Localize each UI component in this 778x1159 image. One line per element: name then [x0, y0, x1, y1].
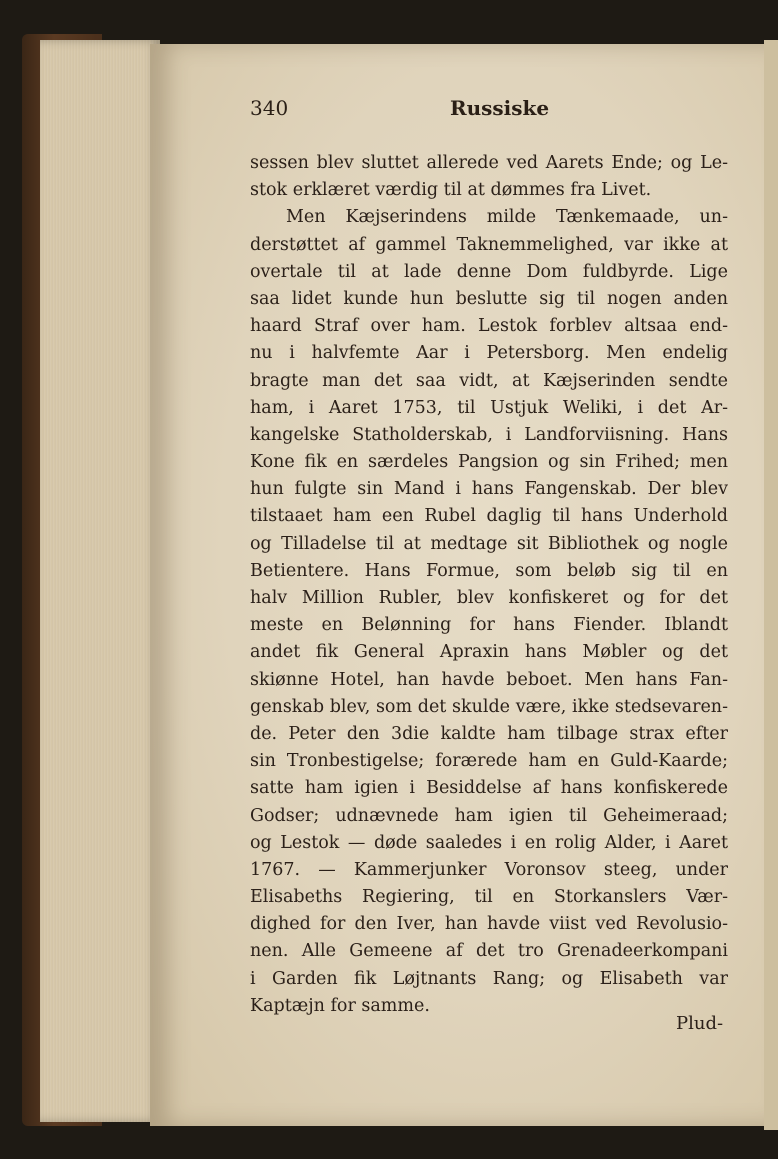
text-line: Men Kæjserindens milde Tænkemaade, un- [286, 207, 728, 228]
text-line: bragte man det saa vidt, at Kæjserinden sendte [250, 370, 728, 391]
text-line: halv Million Rubler, blev konfiskeret og for det [250, 588, 728, 608]
text-line: dighed for den Iver, han havde viist ved Revolusio- [250, 914, 728, 935]
text-line: saa lidet kunde hun beslutte sig til nogen anden [250, 288, 728, 309]
text-line: derstøttet af gammel Taknemmelighed, var ikke at [250, 234, 728, 255]
text-line: Kone fik en særdeles Pangsion og sin Frihed; men [250, 452, 728, 473]
text-line: genskab blev, som det skulde være, ikke stedsevaren- [250, 696, 728, 717]
text-line: i Garden fik Løjtnants Rang; og Elisabeth var [250, 968, 728, 989]
text-line: og Tilladelse til at medtage sit Bibliothek og nogle [250, 533, 728, 554]
text-line: nu i halvfemte Aar i Petersborg. Men endelig [250, 343, 728, 364]
text-line: satte ham igien i Besiddelse af hans konfiskerede [250, 778, 728, 799]
text-line: kangelske Statholderskab, i Landforviisning. Hans [250, 424, 728, 445]
text-line: overtale til at lade denne Dom fuldbyrde. Lige [250, 261, 728, 282]
text-line: meste en Belønning for hans Fiender. Iblandt [250, 615, 728, 636]
text-line: de. Peter den 3die kaldte ham tilbage strax efter [250, 723, 728, 744]
page-number: 340 [250, 96, 289, 120]
running-head: Russiske [450, 96, 550, 120]
text-line: Godser; udnævnede ham igien til Geheimeraad; [250, 805, 728, 826]
catchword: Plud- [676, 1013, 724, 1034]
text-line: 1767. — Kammerjunker Voronsov steeg, under [250, 859, 728, 880]
text-line: stok erklæret værdig til at dømmes fra Livet. [250, 180, 652, 201]
page-header [250, 96, 730, 132]
text-line: og Lestok — døde saaledes i en rolig Alder, i Aaret [250, 832, 728, 853]
text-line: hun fulgte sin Mand i hans Fangenskab. Der blev [250, 479, 728, 500]
text-line: ham, i Aaret 1753, til Ustjuk Weliki, i det Ar- [250, 397, 728, 418]
text-line: haard Straf over ham. Lestok forblev altsaa end- [250, 316, 728, 337]
text-line: andet fik General Apraxin hans Møbler og det [250, 642, 728, 663]
page-block-edges [40, 40, 160, 1122]
text-line: tilstaaet ham een Rubel daglig til hans Underhold [250, 506, 728, 527]
text-line: sessen blev sluttet allerede ved Aarets Ende; og Le- [250, 153, 728, 173]
text-line: sin Tronbestigelse; forærede ham en Guld-Kaarde; [250, 751, 728, 772]
body-text [250, 150, 728, 1020]
text-line: nen. Alle Gemeene af det tro Grenadeerkompani [250, 941, 728, 962]
text-line: Elisabeths Regiering, til en Storkanslers Vær- [250, 887, 728, 908]
facing-page-edge [764, 40, 778, 1130]
text-line: Betientere. Hans Formue, som beløb sig til en [250, 560, 728, 581]
text-line: skiønne Hotel, han havde beboet. Men hans Fan- [250, 669, 728, 690]
text-line: Kaptæjn for samme. [250, 995, 430, 1016]
